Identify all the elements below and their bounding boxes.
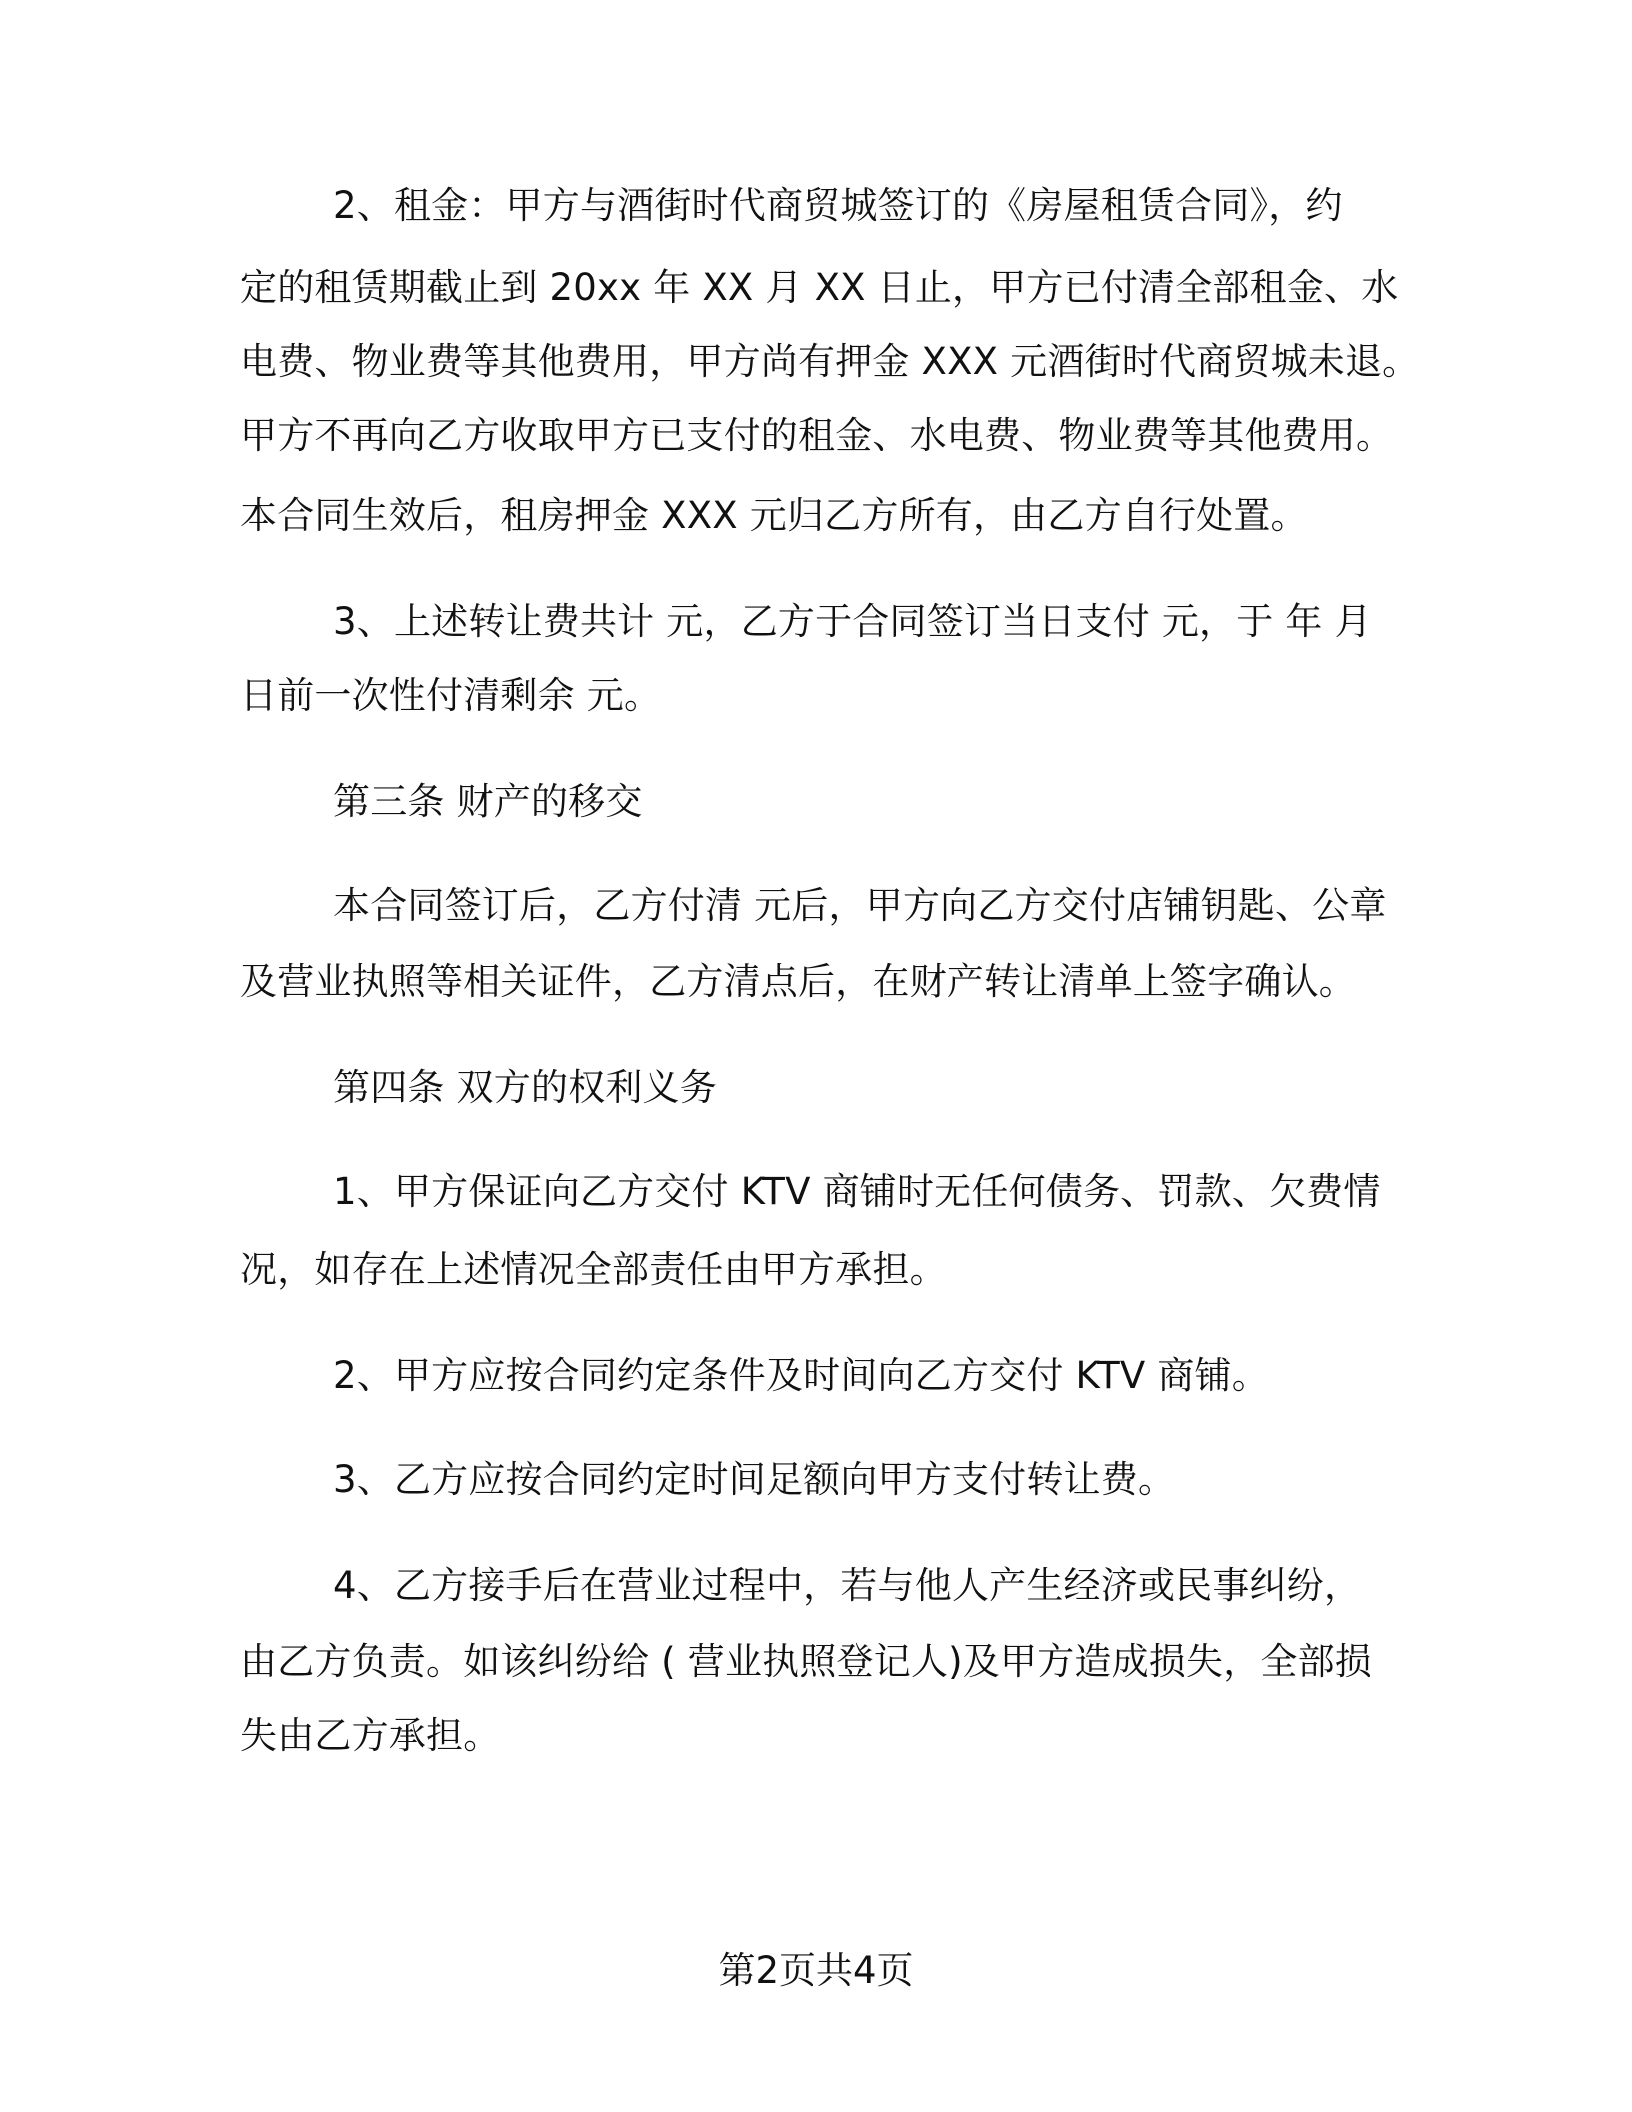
text-line: 本合同签订后，乙方付清 元后，甲方向乙方交付店铺钥匙、公章 bbox=[333, 884, 1387, 927]
text-line: 及营业执照等相关证件，乙方清点后，在财产转让清单上签字确认。 bbox=[240, 960, 1356, 1003]
section-heading: 第三条 财产的移交 bbox=[333, 780, 643, 823]
text-line: 电费、物业费等其他费用，甲方尚有押金 XXX 元酒街时代商贸城未退。 bbox=[240, 340, 1420, 383]
text-line: 2、租金：甲方与酒街时代商贸城签订的《房屋租赁合同》，约 bbox=[333, 184, 1343, 227]
text-line: 本合同生效后，租房押金 XXX 元归乙方所有，由乙方自行处置。 bbox=[240, 494, 1308, 537]
text-line: 3、上述转让费共计 元，乙方于合同签订当日支付 元，于 年 月 bbox=[333, 600, 1372, 643]
text-line: 定的租赁期截止到 20xx 年 XX 月 XX 日止，甲方已付清全部租金、水 bbox=[240, 266, 1399, 309]
text-line: 由乙方负责。如该纠纷给 ( 营业执照登记人)及甲方造成损失，全部损 bbox=[240, 1640, 1372, 1683]
text-line: 况，如存在上述情况全部责任由甲方承担。 bbox=[240, 1248, 947, 1291]
text-line: 2、甲方应按合同约定条件及时间向乙方交付 KTV 商铺。 bbox=[333, 1354, 1269, 1397]
page-number: 第2页共4页 bbox=[718, 1949, 914, 1992]
text-line: 1、甲方保证向乙方交付 KTV 商铺时无任何债务、罚款、欠费情 bbox=[333, 1170, 1381, 1213]
text-line: 日前一次性付清剩余 元。 bbox=[240, 674, 662, 717]
section-heading: 第四条 双方的权利义务 bbox=[333, 1066, 717, 1109]
text-line: 3、乙方应按合同约定时间足额向甲方支付转让费。 bbox=[333, 1458, 1176, 1501]
text-line: 失由乙方承担。 bbox=[240, 1714, 501, 1757]
text-line: 4、乙方接手后在营业过程中，若与他人产生经济或民事纠纷， bbox=[333, 1564, 1362, 1607]
text-line: 甲方不再向乙方收取甲方已支付的租金、水电费、物业费等其他费用。 bbox=[240, 414, 1394, 457]
